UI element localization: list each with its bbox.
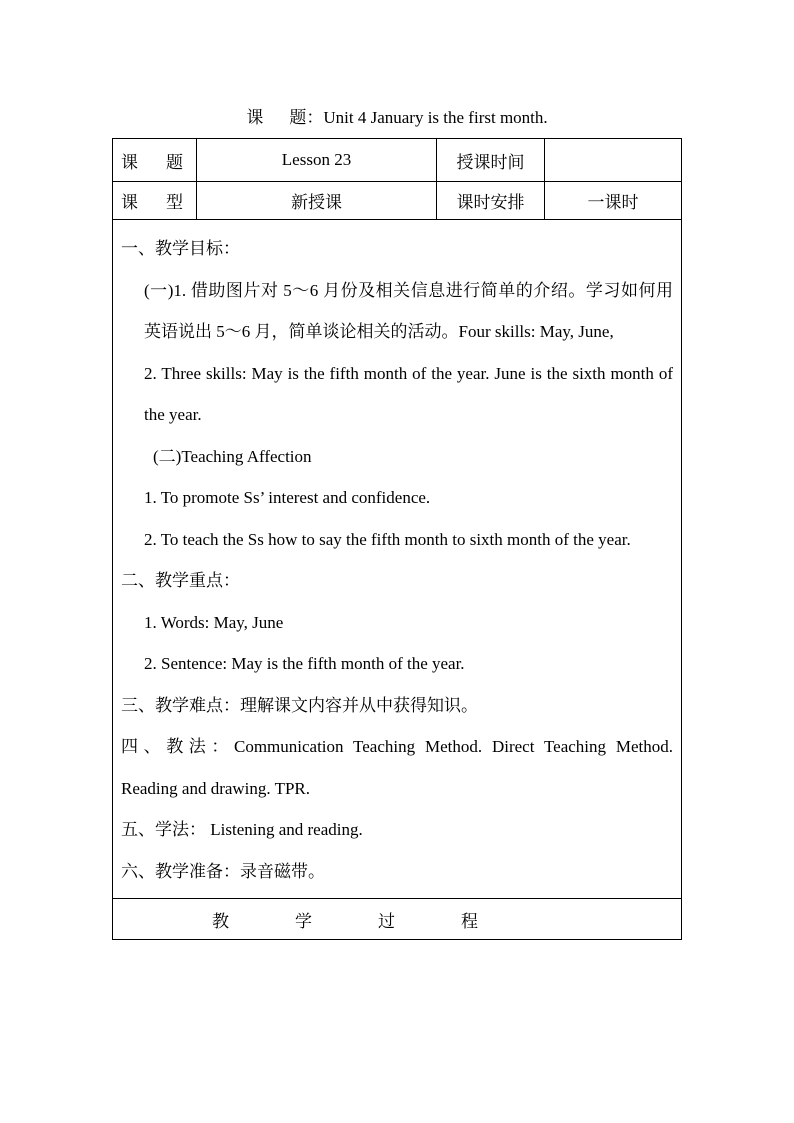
type-label-cell: 课 型: [113, 182, 197, 220]
topic-value-cell: Lesson 23: [197, 139, 437, 182]
topic-label-cell: 课 题: [113, 139, 197, 182]
title-text: Unit 4 January is the first month.: [323, 108, 548, 127]
schedule-label-cell: 课时安排: [437, 182, 545, 220]
document-title: [0, 106, 794, 130]
process-char-4: 程: [461, 911, 478, 931]
process-row: [113, 899, 682, 940]
objectives-heading: 一、教学目标：: [121, 239, 240, 258]
difficulty-line: 三、教学难点：理解课文内容并从中获得知识。: [121, 695, 478, 715]
learning-method: 五、学法： Listening and reading.: [121, 820, 363, 839]
affection-1: 1. To promote Ss’ interest and confidence.: [144, 488, 431, 507]
affection-heading: (二)Teaching Affection: [153, 446, 312, 466]
header-row-type: [113, 182, 682, 220]
process-char-2: 学: [295, 911, 312, 931]
objective-2: 2. Three skills: May is the fifth month of the year. June is the sixth month of the year.: [144, 363, 673, 424]
process-heading: [113, 907, 681, 932]
type-value-cell: 新授课: [197, 182, 437, 220]
key-point-2: 2. Sentence: May is the fifth month of the year.: [144, 654, 465, 673]
content-cell: [113, 220, 682, 899]
header-row-topic: [113, 139, 682, 182]
teaching-method: 四、教法：Communication Teaching Method. Direct Teaching Method. Reading and drawing. TPR.: [121, 737, 673, 798]
title-label-2: 题：: [289, 108, 324, 127]
content-row: [113, 220, 682, 899]
key-point-1: 1. Words: May, June: [144, 612, 284, 632]
key-points-heading: 二、教学重点：: [121, 571, 240, 590]
title-label: 课: [246, 108, 264, 127]
objective-1: (一)1. 借助图片对 5～6 月份及相关信息进行简单的介绍。学习如何用英语说出 5～6 月，简单谈论相关的活动。Four skills: May, June,: [144, 280, 673, 341]
affection-2: 2. To teach the Ss how to say the fifth month to sixth month of the year.: [144, 529, 631, 549]
process-heading-cell: [113, 899, 682, 940]
preparation-line: 六、教学准备：录音磁带。: [121, 861, 325, 881]
time-label-cell: 授课时间: [437, 139, 545, 182]
process-char-3: 过: [378, 911, 395, 931]
lesson-plan-table: [112, 138, 682, 940]
process-char-1: 教: [212, 911, 229, 931]
time-value-cell: [545, 139, 682, 182]
schedule-value-cell: 一课时: [545, 182, 682, 220]
